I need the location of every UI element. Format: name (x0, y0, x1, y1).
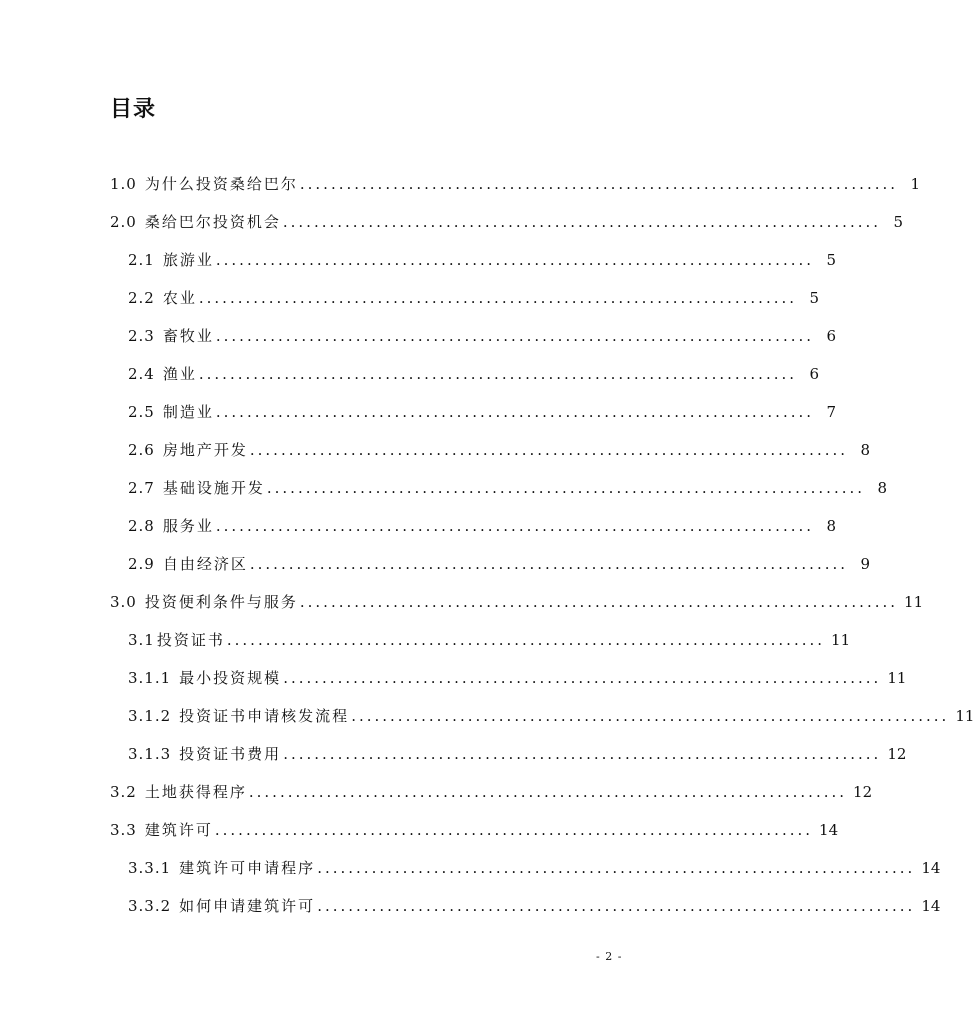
toc-leader-dots: ............................................................................. (317, 897, 916, 915)
toc-entry-label: 建筑许可申请程序 (179, 859, 316, 877)
toc-entry-label: 制造业 (162, 403, 214, 421)
toc-leader-dots: ............................................................................. (198, 365, 798, 383)
toc-entry[interactable] (110, 590, 924, 614)
toc-entry[interactable] (110, 172, 921, 196)
toc-entry-label: 最小投资规模 (179, 669, 282, 687)
toc-entry-number: 3.1.1 (128, 669, 172, 687)
toc-entry[interactable] (128, 438, 871, 462)
toc-entry-page: 11 (887, 669, 907, 687)
toc-entry-label: 农业 (162, 289, 197, 307)
toc-entry-number: 3.0 (110, 593, 137, 611)
toc-leader-dots: ............................................................................. (215, 251, 815, 269)
toc-entry-label: 桑给巴尔投资机会 (144, 213, 281, 231)
toc-entry-label: 投资证书费用 (179, 745, 282, 763)
toc-leader-dots: ............................................................................. (282, 213, 882, 231)
toc-entry-page: 14 (819, 821, 839, 839)
toc-entry-label: 投资证书 (156, 631, 225, 649)
toc-entry[interactable] (128, 286, 820, 310)
toc-entry-label: 土地获得程序 (144, 783, 247, 801)
toc-entry-label: 为什么投资桑给巴尔 (144, 175, 298, 193)
toc-leader-dots: ............................................................................. (215, 517, 815, 535)
toc-entry[interactable] (128, 552, 871, 576)
toc-entry[interactable] (128, 324, 837, 348)
toc-leader-dots: ............................................................................. (283, 745, 882, 763)
toc-entry-page: 5 (893, 213, 904, 231)
toc-entry-label: 渔业 (162, 365, 197, 383)
toc-leader-dots: ............................................................................. (249, 441, 849, 459)
toc-leader-dots: ............................................................................. (215, 327, 815, 345)
toc-entry[interactable] (128, 704, 974, 728)
toc-entry-number: 2.3 (128, 327, 155, 345)
toc-leader-dots: ............................................................................. (226, 631, 826, 649)
toc-entry-label: 基础设施开发 (162, 479, 265, 497)
toc-entry[interactable] (110, 780, 873, 804)
page-title: 目录 (110, 97, 157, 122)
toc-entry-page: 11 (904, 593, 924, 611)
toc-entry-label: 建筑许可 (144, 821, 213, 839)
toc-entry-page: 7 (826, 403, 837, 421)
toc-leader-dots: ............................................................................. (248, 783, 848, 801)
toc-entry-number: 2.6 (128, 441, 155, 459)
toc-entry-page: 12 (887, 745, 907, 763)
toc-entry-page: 8 (860, 441, 871, 459)
toc-entry[interactable] (110, 210, 904, 234)
toc-entry-page: 8 (826, 517, 837, 535)
toc-leader-dots: ............................................................................. (317, 859, 916, 877)
toc-leader-dots: ............................................................................. (214, 821, 814, 839)
toc-entry-page: 12 (853, 783, 873, 801)
toc-entry-label: 服务业 (162, 517, 214, 535)
toc-entry-number: 2.5 (128, 403, 155, 421)
toc-entry-label: 投资便利条件与服务 (144, 593, 298, 611)
toc-entry-number: 2.7 (128, 479, 155, 497)
toc-entry-number: 3.2 (110, 783, 137, 801)
toc-entry-label: 房地产开发 (162, 441, 248, 459)
toc-entry-page: 5 (809, 289, 820, 307)
toc-entry[interactable] (128, 856, 941, 880)
toc-entry-number: 2.4 (128, 365, 155, 383)
toc-entry-page: 6 (826, 327, 837, 345)
toc-leader-dots: ............................................................................. (266, 479, 866, 497)
toc-leader-dots: ............................................................................. (351, 707, 950, 725)
page-number-footer: - 2 - (596, 950, 623, 963)
toc-entry-label: 畜牧业 (162, 327, 214, 345)
toc-entry-page: 11 (955, 707, 974, 725)
toc-entry-number: 2.1 (128, 251, 155, 269)
toc-entry-page: 14 (921, 897, 941, 915)
toc-entry[interactable] (128, 248, 837, 272)
toc-entry-number: 3.3 (110, 821, 137, 839)
toc-entry[interactable] (128, 742, 907, 766)
toc-leader-dots: ............................................................................. (215, 403, 815, 421)
toc-entry-number: 2.9 (128, 555, 155, 573)
toc-entry-label: 自由经济区 (162, 555, 248, 573)
toc-entry-number: 3.1.3 (128, 745, 172, 763)
toc-leader-dots: ............................................................................. (299, 175, 899, 193)
toc-entry-page: 8 (877, 479, 888, 497)
toc-entry[interactable] (128, 666, 907, 690)
toc-entry-number: 3.3.2 (128, 897, 172, 915)
toc-entry-page: 9 (860, 555, 871, 573)
toc-entry-page: 5 (826, 251, 837, 269)
toc-entry[interactable] (110, 818, 839, 842)
toc-entry[interactable] (128, 400, 837, 424)
toc-leader-dots: ............................................................................. (198, 289, 798, 307)
toc-entry-number: 3.1 (128, 631, 155, 649)
toc-leader-dots: ............................................................................. (249, 555, 849, 573)
toc-entry-number: 2.0 (110, 213, 137, 231)
toc-entry-page: 6 (809, 365, 820, 383)
toc-entry[interactable] (128, 476, 888, 500)
toc-entry-number: 3.3.1 (128, 859, 172, 877)
toc-entry[interactable] (128, 628, 851, 652)
toc-entry-number: 1.0 (110, 175, 137, 193)
toc-entry[interactable] (128, 514, 837, 538)
toc-entry[interactable] (128, 894, 941, 918)
toc-entry-number: 2.2 (128, 289, 155, 307)
toc-leader-dots: ............................................................................. (299, 593, 899, 611)
toc-entry-page: 14 (921, 859, 941, 877)
toc-entry-page: 1 (910, 175, 921, 193)
toc-entry-label: 旅游业 (162, 251, 214, 269)
toc-entry-number: 3.1.2 (128, 707, 172, 725)
toc-entry-label: 如何申请建筑许可 (179, 897, 316, 915)
toc-entry-page: 11 (831, 631, 851, 649)
toc-entry-number: 2.8 (128, 517, 155, 535)
toc-entry-label: 投资证书申请核发流程 (179, 707, 350, 725)
toc-leader-dots: ............................................................................. (283, 669, 882, 687)
toc-entry[interactable] (128, 362, 820, 386)
